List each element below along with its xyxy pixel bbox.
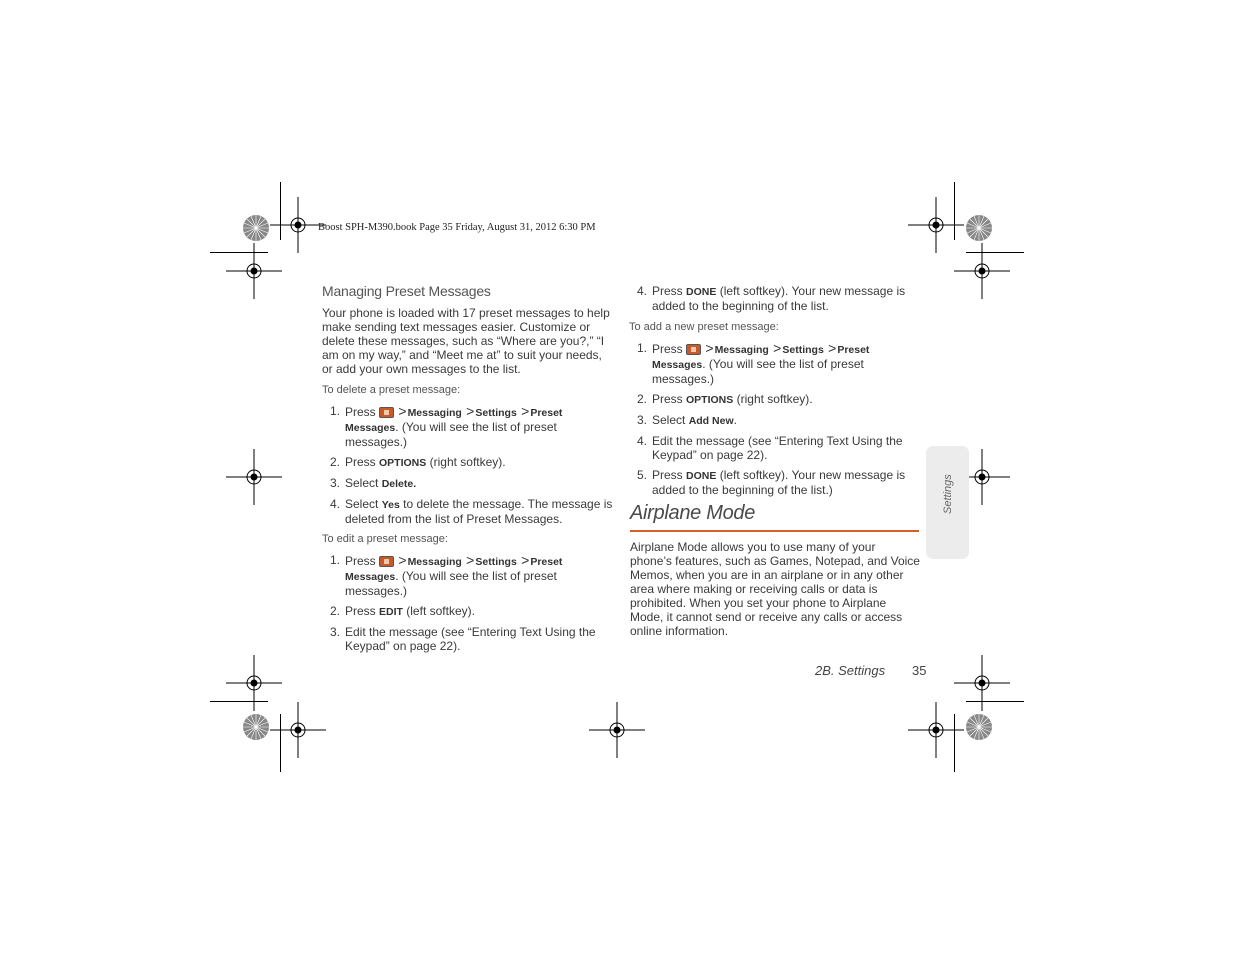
page-slug: Boost SPH-M390.book Page 35 Friday, August 31, 2012 6:30 PM (318, 222, 596, 233)
menu-key-icon (379, 556, 394, 567)
crosshair-icon (589, 702, 645, 758)
chevron-right-icon: > (705, 340, 714, 356)
registration-star-icon (243, 215, 269, 241)
intro-paragraph: Your phone is loaded with 17 preset messages to help make sending text messages easier. Customize or delete these messages, such as “Where are you?,” “I am on my way,” and “Meet me at” to suit your needs, or add your own messages to the list. (322, 306, 610, 376)
registration-star-icon (966, 215, 992, 241)
list-item: 5. Press DONE (left softkey). Your new message is added to the beginning of the list.) (637, 468, 906, 497)
airplane-mode-paragraph: Airplane Mode allows you to use many of your phone’s features, such as Games, Notepad, and Voice Memos, when you are in an airplane or in any other area where making or receiving calls or data is prohibited. When you set your phone to Airplane Mode, it cannot send or receive any calls or access online information. (630, 540, 920, 638)
section-heading: Managing Preset Messages (322, 283, 491, 299)
add-steps (629, 341, 919, 497)
right-column (629, 284, 919, 497)
edit-steps (322, 553, 614, 653)
menu-key-icon (686, 344, 701, 355)
chevron-right-icon: > (466, 403, 475, 419)
menu-key-icon (379, 407, 394, 418)
edit-intro: To edit a preset message: (322, 533, 448, 545)
footer-section: 2B. Settings (815, 663, 886, 678)
list-item: 2. Press OPTIONS (right softkey). (330, 455, 506, 469)
delete-intro: To delete a preset message: (322, 384, 461, 396)
chevron-right-icon: > (398, 552, 407, 568)
airplane-mode-title: Airplane Mode (630, 502, 756, 524)
crosshair-icon (226, 243, 282, 299)
list-item: 1. Press >Messaging >Settings >Preset Messages. (You will see the list of preset messages.) (637, 340, 870, 386)
list-item: 3. Edit the message (see “Entering Text Using the Keypad” on page 22). (330, 625, 596, 653)
chevron-right-icon: > (521, 403, 530, 419)
chevron-right-icon: > (773, 340, 782, 356)
registration-star-icon (243, 714, 269, 740)
crosshair-icon (908, 197, 964, 253)
side-tab-label: Settings (942, 474, 954, 514)
crosshair-icon (226, 655, 282, 711)
list-item: 4. Edit the message (see “Entering Text Using the Keypad” on page 22). (637, 434, 903, 462)
add-intro: To add a new preset message: (629, 321, 779, 333)
delete-steps (322, 404, 614, 526)
left-column (322, 284, 614, 653)
list-item: 2. Press OPTIONS (right softkey). (637, 392, 813, 406)
chevron-right-icon: > (521, 552, 530, 568)
edit-steps-continued (629, 284, 919, 313)
registration-star-icon (966, 714, 992, 740)
list-item: 3. Select Add New. (637, 413, 737, 427)
chevron-right-icon: > (828, 340, 837, 356)
airplane-paragraph-box (630, 540, 920, 638)
crosshair-icon (226, 449, 282, 505)
list-item: 1. Press >Messaging >Settings >Preset Messages. (You will see the list of preset messages.) (330, 403, 563, 449)
list-item: 3. Select Delete. (330, 476, 417, 490)
chevron-right-icon: > (466, 552, 475, 568)
crosshair-icon (270, 702, 326, 758)
list-item: 4. Press DONE (left softkey). Your new message is added to the beginning of the list. (637, 284, 906, 313)
chevron-right-icon: > (398, 403, 407, 419)
side-tab (926, 446, 969, 559)
crosshair-icon (908, 702, 964, 758)
title-rule (630, 530, 919, 532)
crosshair-icon (954, 655, 1010, 711)
list-item: 2. Press EDIT (left softkey). (330, 604, 475, 618)
list-item: 4. Select Yes to delete the message. The message is deleted from the list of Preset Messages. (330, 497, 613, 526)
list-item: 1. Press >Messaging >Settings >Preset Messages. (You will see the list of preset messages.) (330, 552, 563, 598)
page-number: 35 (912, 663, 927, 678)
crosshair-icon (954, 243, 1010, 299)
